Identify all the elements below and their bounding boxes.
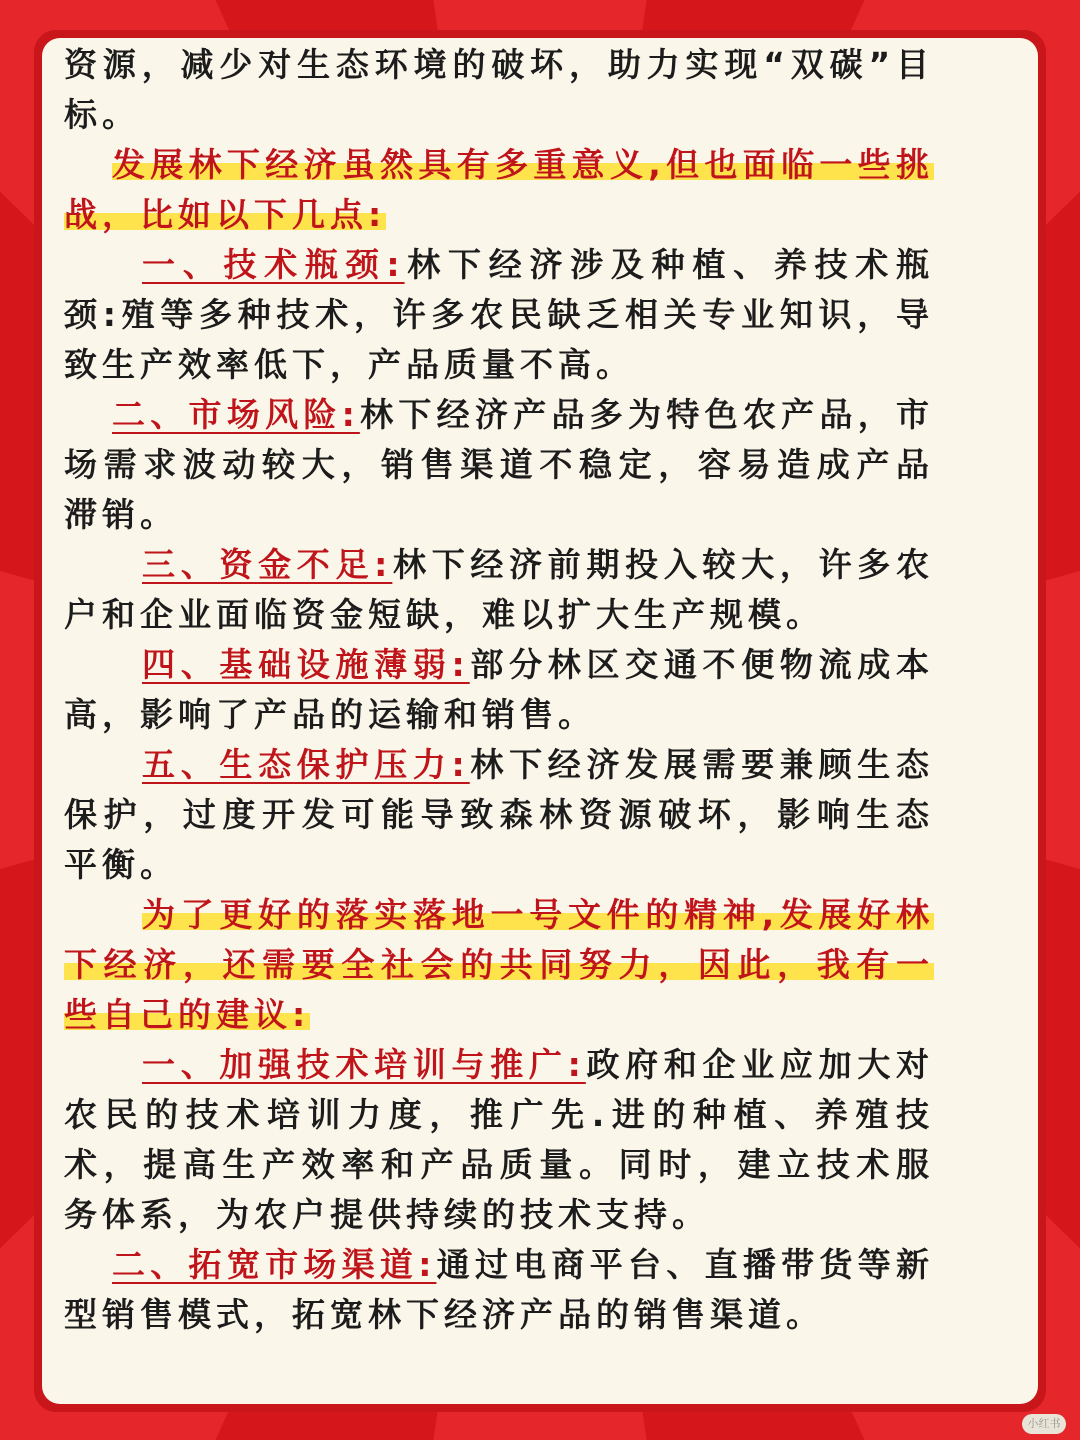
challenge-title: 三、资金不足:	[142, 545, 393, 584]
suggestion-title: 二、拓宽市场渠道:	[112, 1245, 437, 1284]
watermark-badge: 小红书	[1022, 1414, 1066, 1434]
challenge-item	[64, 540, 934, 640]
suggestion-item	[64, 1040, 934, 1240]
article-body	[64, 40, 934, 1340]
challenge-title: 四、基础设施薄弱:	[142, 645, 470, 684]
challenge-text: 林下经济涉及种植、养技术瓶颈:殖等多种技术，许多农民缺乏相关专业知识，导致生产效率低下，产品质量不高。	[64, 245, 935, 384]
intro-tail-paragraph: 资源，减少对生态环境的破坏，助力实现“双碳”目标。	[64, 45, 934, 134]
challenge-text: 林下经济发展需要兼顾生态保护，过度开发可能导致森林资源破坏，影响生态平衡。	[64, 745, 934, 884]
suggestions-intro-paragraph	[64, 890, 934, 1040]
suggestions-intro-highlight: 为了更好的落实落地一号文件的精神,发展好林下经济，还需要全社会的共同努力，因此，我有一些自己的建议:	[64, 895, 934, 1034]
challenge-title: 二、市场风险:	[112, 395, 360, 434]
challenge-text: 林下经济前期投入较大，许多农户和企业面临资金短缺，难以扩大生产规模。	[64, 545, 935, 634]
challenge-item	[64, 390, 934, 540]
suggestion-text: 通过电商平台、直播带货等新型销售模式，拓宽林下经济产品的销售渠道。	[64, 1245, 934, 1334]
challenge-item	[64, 640, 934, 740]
challenge-title: 五、生态保护压力:	[142, 745, 470, 784]
challenge-item	[64, 740, 934, 890]
suggestion-title: 一、加强技术培训与推广:	[142, 1045, 586, 1084]
challenges-intro-highlight: 发展林下经济虽然具有多重意义,但也面临一些挑战，比如以下几点:	[64, 145, 934, 234]
challenge-text: 林下经济产品多为特色农产品，市场需求波动较大，销售渠道不稳定，容易造成产品滞销。	[64, 395, 935, 534]
challenges-intro-paragraph	[64, 140, 934, 240]
suggestion-text: 政府和企业应加大对农民的技术培训力度，推广先.进的种植、养殖技术，提高生产效率和产品质量。同时，建立技术服务体系，为农户提供持续的技术支持。	[64, 1045, 935, 1234]
suggestion-item	[64, 1240, 934, 1340]
challenge-title: 一、技术瓶颈:	[142, 245, 405, 284]
challenge-text: 部分林区交通不便物流成本高，影响了产品的运输和销售。	[64, 645, 934, 734]
challenge-item	[64, 240, 934, 390]
